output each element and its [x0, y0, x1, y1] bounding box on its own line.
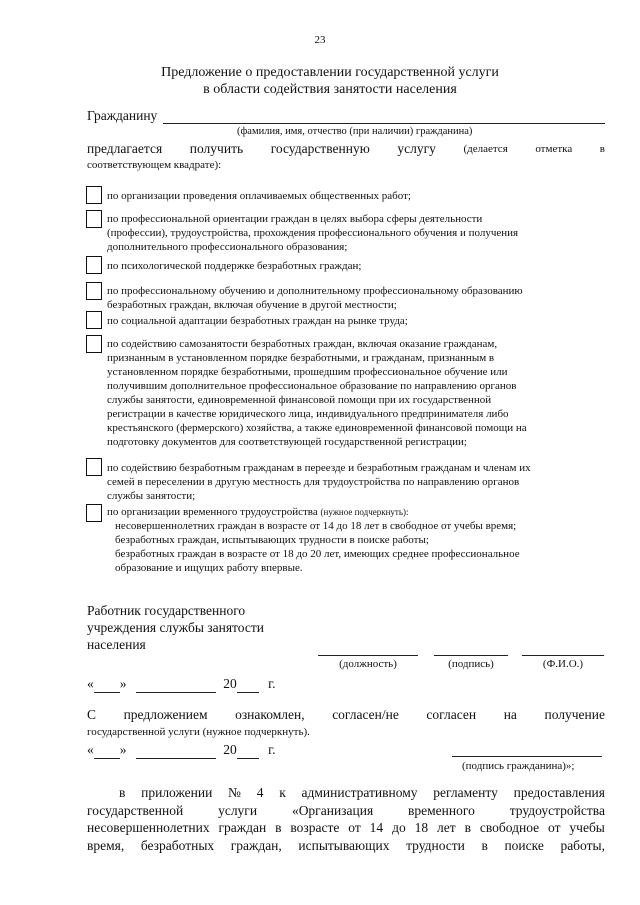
- recipient-caption: (фамилия, имя, отчество (при наличии) гражданина): [237, 126, 473, 137]
- annex-line-1: в приложении № 4 к административному регламенту предоставления: [119, 785, 605, 800]
- name-line: [522, 655, 604, 656]
- name-caption: (Ф.И.О.): [542, 658, 584, 670]
- recipient-label: Гражданину: [87, 108, 158, 123]
- signature-caption: (подпись): [448, 658, 494, 670]
- month-blank: [136, 742, 216, 759]
- intro-word: отметка: [535, 143, 573, 155]
- position-caption: (должность): [339, 658, 397, 670]
- option-checkbox-career-guidance[interactable]: [86, 210, 102, 228]
- signature-line: [434, 655, 508, 656]
- day-blank: [94, 742, 120, 759]
- intro-word: государственную: [270, 141, 370, 156]
- citizen-signature-caption: (подпись гражданина)»;: [462, 760, 575, 772]
- option-career-guidance: по профессиональной ориентации граждан в целях выбора сферы деятельности (профессии), трудоустройства, прохождения профессионального обучения и получения дополнительного профессионального образования;: [107, 213, 519, 253]
- worker-date: « » 20 г.: [87, 676, 276, 691]
- option-social-adaptation: по социальной адаптации безработных граждан на рынке труда;: [107, 315, 408, 327]
- year-blank: [237, 676, 259, 693]
- citizen-date: « » 20 г.: [87, 742, 276, 757]
- intro-line-1: [87, 141, 605, 157]
- annex-line-3: несовершеннолетних граждан в возрасте от 14 до 18 лет в свободное от учебы: [87, 820, 605, 835]
- option-relocation: по содействию безработным гражданам в переезде и безработным гражданам и членам их семей в переселении в другую местность для трудоустройства по направлению органов службы занятости;: [107, 462, 531, 502]
- annex-paragraph: [87, 784, 605, 854]
- option-self-employment: по содействию самозанятости безработных граждан, включая оказание гражданам, признанным в установленном порядке безработными, и гражданам, признанным в установленном порядке безработными, прошедшим профессиональное обучение или получившим дополнительное профессиональное образование по направлению органов службы занятости, единовременной финансовой помощи при их государственной регистрации в качестве юридического лица, индивидуального предпринимателя либо крестьянского (фермерского) хозяйства, а также единовременной финансовой помощи на подготовку документов для соответствующей государственной регистрации;: [107, 338, 527, 448]
- document-title: [90, 64, 570, 98]
- position-line: [318, 655, 418, 656]
- annex-line-2: государственной услуги «Организация временного трудоустройства: [87, 802, 605, 818]
- year-blank: [237, 742, 259, 759]
- intro-word: в: [599, 143, 605, 155]
- option-checkbox-self-employment[interactable]: [86, 335, 102, 353]
- option-checkbox-vocational-training[interactable]: [86, 282, 102, 300]
- title-line-1: Предложение о предоставлении государственной услуги: [161, 65, 499, 80]
- month-blank: [136, 676, 216, 693]
- page-number: 23: [314, 34, 326, 46]
- consent-line-2: государственной услуги (нужное подчеркнуть).: [87, 726, 310, 738]
- option-checkbox-temporary-employment[interactable]: [86, 504, 102, 522]
- option-public-works: по организации проведения оплачиваемых общественных работ;: [107, 190, 411, 202]
- option-temporary-employment: по организации временного трудоустройства (нужное подчеркнуть): несовершеннолетних граждан в возрасте от 14 до 18 лет в свободное от учебы время; безработных граждан, испытывающих трудности в поиске работы; безработных граждан в возрасте от 18 до 20 лет, имеющих среднее профессиональное образование и ищущих работу впервые.: [107, 506, 520, 574]
- intro-word: предлагается: [87, 141, 163, 156]
- worker-block: Работник государственного учреждения службы занятости населения: [87, 603, 264, 652]
- annex-line-4: время, безработных граждан, испытывающих трудности в поиске работы,: [87, 837, 605, 853]
- intro-line-2: соответствующем квадрате):: [87, 159, 222, 171]
- intro-word: получить: [189, 141, 244, 156]
- recipient-name-line: [163, 123, 605, 124]
- title-line-2: в области содействия занятости населения: [203, 82, 457, 97]
- consent-line-1: С предложением ознакомлен, согласен/не согласен на получение: [87, 707, 605, 722]
- citizen-signature-line: [452, 756, 602, 757]
- day-blank: [94, 676, 120, 693]
- option-psychological-support: по психологической поддержке безработных граждан;: [107, 260, 362, 272]
- option-vocational-training: по профессиональному обучению и дополнительному профессиональному образованию безработных граждан, включая обучение в другой местности;: [107, 285, 523, 311]
- intro-word: (делается: [463, 143, 508, 155]
- intro-word: услугу: [397, 141, 436, 156]
- option-checkbox-social-adaptation[interactable]: [86, 311, 102, 329]
- option-checkbox-relocation[interactable]: [86, 458, 102, 476]
- option-checkbox-public-works[interactable]: [86, 186, 102, 204]
- option-checkbox-psychological-support[interactable]: [86, 256, 102, 274]
